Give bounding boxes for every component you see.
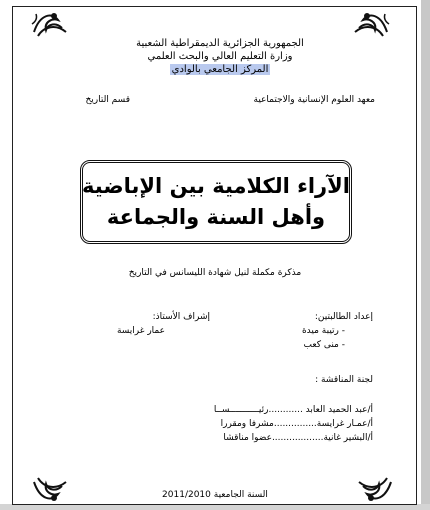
institute-label: معهد العلوم الإنسانية والاجتماعية xyxy=(253,95,375,105)
student-item: - منى كعب xyxy=(303,340,345,350)
student-item: - رتيبة ميدة xyxy=(301,326,345,336)
department-label: قسم التاريخ xyxy=(85,95,130,105)
document-page xyxy=(12,6,417,505)
supervisor-name: عمار غرايسة xyxy=(116,326,165,336)
title-line-1: الآراء الكلامية بين الإباضية xyxy=(82,174,350,198)
title-line-2: وأهل السنة والجماعة xyxy=(106,205,326,229)
committee-member: أ/عبد الحميد العابد ............رئيـــــــــــســا xyxy=(213,405,373,415)
committee-member: أ/البشير غانية..................عضوا مناقشا xyxy=(223,433,373,443)
students-label: إعداد الطالبتين: xyxy=(314,312,373,322)
header-university-label: المركز الجامعي بالوادي xyxy=(171,64,269,75)
ornament-bottom-left-icon xyxy=(30,474,70,504)
header-ministry: وزارة التعليم العالي والبحث العلمي xyxy=(147,51,293,62)
committee-label: لجنة المناقشة : xyxy=(315,375,373,385)
header-republic: الجمهورية الجزائرية الديمقراطية الشعبية xyxy=(136,38,304,49)
ornament-bottom-right-icon xyxy=(355,474,395,504)
ornament-top-left-icon xyxy=(30,10,70,40)
header-university xyxy=(110,64,330,76)
committee-member: أ/عمـار غرايسة...............مشرفا ومقررا xyxy=(220,419,373,429)
subtitle: مذكرة مكملة لنيل شهادة الليسانس في التاريخ xyxy=(128,268,302,278)
window-right-edge xyxy=(421,0,430,510)
title-box xyxy=(80,160,352,244)
academic-year: السنة الجامعية 2011/2010 xyxy=(162,490,268,500)
supervisor-label: إشراف الأستاذ: xyxy=(152,312,210,322)
ornament-top-right-icon xyxy=(351,10,391,40)
